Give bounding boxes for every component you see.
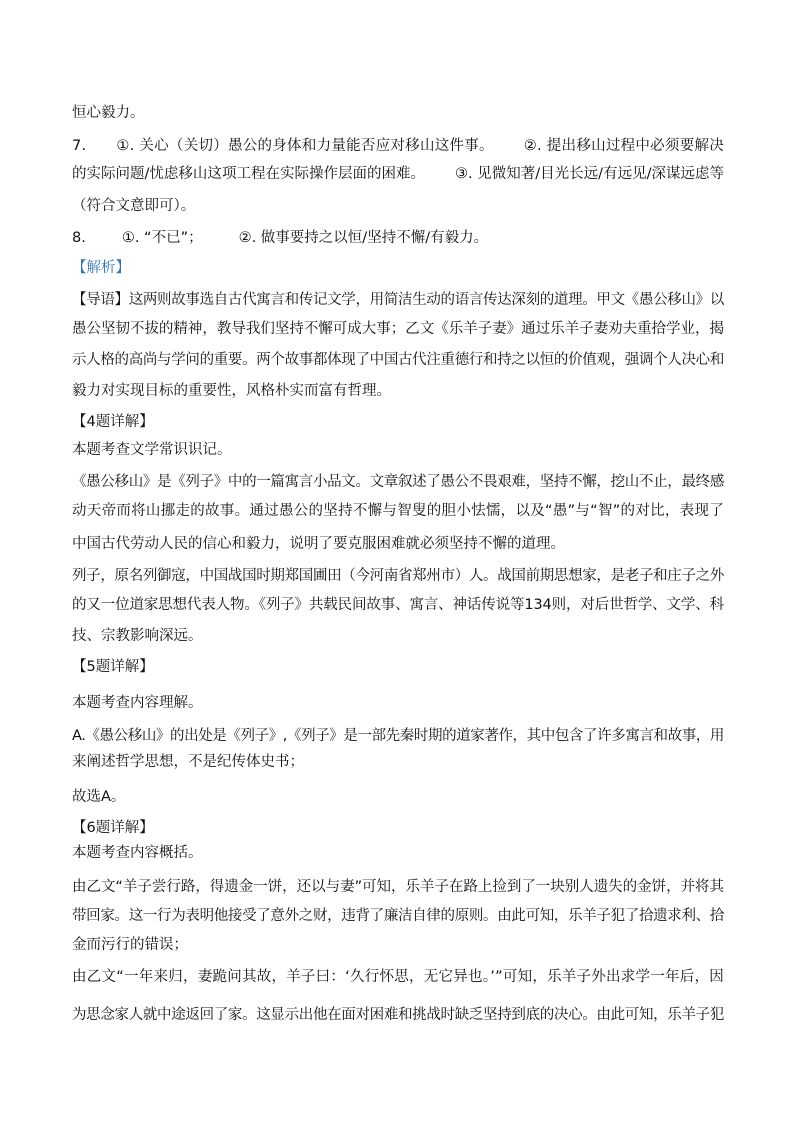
text-line: 愚公坚韧不拔的精神，教导我们坚持不懈可成大事；乙文《乐羊子妻》通过乐羊子妻劝夫重拾学业，揭 — [72, 321, 725, 337]
answer-segment: ①. “不已”； — [121, 230, 203, 246]
text-line: 由乙文“一年来归，妻跪问其故，羊子曰：‘久行怀思，无它异也。’”可知，乐羊子外出求学一年后，因 — [72, 969, 725, 985]
text-line: 本题考查内容理解。 — [72, 695, 203, 711]
answer-segment: ①. 关心（关切）愚公的身体和力量能否应对移山这件事。 — [116, 138, 494, 154]
text-line: 金而污行的错误； — [72, 937, 188, 953]
text-line: 为思念家人就中途返回了家。这显示出他在面对困难和挑战时缺乏坚持到底的决心。由此可知，乐羊子犯 — [72, 1007, 725, 1023]
text-line: 恒心毅力。 — [72, 105, 145, 121]
answer-line — [72, 163, 724, 185]
analysis-heading: 【解析】 — [72, 260, 130, 276]
text-line: 列子，原名列御寇，中国战国时期郑国圃田（今河南省郑州市）人。战国前期思想家，是老子和庄子之外 — [72, 568, 725, 584]
answer-segment: 7. — [72, 138, 87, 154]
text-line: 《愚公移山》是《列子》中的一篇寓言小品文。文章叙述了愚公不畏艰难，坚持不懈，挖山不止，最终感 — [72, 474, 725, 490]
q5-heading: 【5题详解】 — [72, 659, 154, 675]
text-line: 带回家。这一行为表明他接受了意外之财，违背了廉洁自律的原则。由此可知，乐羊子犯了拾遗求利、拾 — [72, 908, 725, 924]
text-line: 中国古代劳动人民的信心和毅力，说明了要克服困难就必须坚持不懈的道理。 — [72, 536, 565, 552]
text-line: 故选A。 — [72, 789, 126, 805]
answer-line — [72, 135, 724, 157]
text-line: A.《愚公移山》的出处是《列子》,《列子》是一部先秦时期的道家著作，其中包含了许多寓言和故事，用 — [72, 728, 724, 744]
answer-segment: 的实际问题/忧虑移山这项工程在实际操作层面的困难。 — [72, 166, 426, 182]
text-line: 本题考查内容概括。 — [72, 845, 203, 861]
text-line: 动天帝而将山挪走的故事。通过愚公的坚持不懈与智叟的胆小怯懦，以及“愚”与“智”的对比，表现了 — [72, 503, 725, 519]
q4-heading: 【4题详解】 — [72, 414, 154, 430]
text-line: 示人格的高尚与学问的重要。两个故事都体现了中国古代注重德行和持之以恒的价值观，强调个人决心和 — [72, 352, 725, 368]
text-line: （符合文意即可）。 — [72, 198, 196, 214]
text-line: 来阐述哲学思想，不是纪传体史书； — [72, 754, 304, 770]
answer-line — [72, 227, 488, 249]
text-line: 由乙文“羊子尝行路，得遗金一饼，还以与妻”可知，乐羊子在路上捡到了一块别人遗失的金饼，并将其 — [72, 879, 725, 895]
answer-segment: ②. 提出移山过程中必须要解决 — [523, 138, 724, 154]
text-line: 【导语】这两则故事选自古代寓言和传记文学，用简洁生动的语言传达深刻的道理。甲文《愚公移山》以 — [72, 292, 725, 308]
q6-heading: 【6题详解】 — [72, 820, 154, 836]
answer-segment: ②. 做事要持之以恒/坚持不懈/有毅力。 — [238, 230, 489, 246]
answer-segment: 8. — [72, 230, 86, 246]
text-line: 技、宗教影响深远。 — [72, 628, 203, 644]
text-line: 的又一位道家思想代表人物。《列子》共载民间故事、寓言、神话传说等134则，对后世哲学、文学、科 — [72, 597, 724, 613]
text-line: 毅力对实现目标的重要性，风格朴实而富有哲理。 — [72, 383, 391, 399]
answer-segment: ③. 见微知著/目光长远/有远见/深谋远虑等 — [455, 166, 724, 182]
text-line: 本题考查文学常识识记。 — [72, 442, 232, 458]
